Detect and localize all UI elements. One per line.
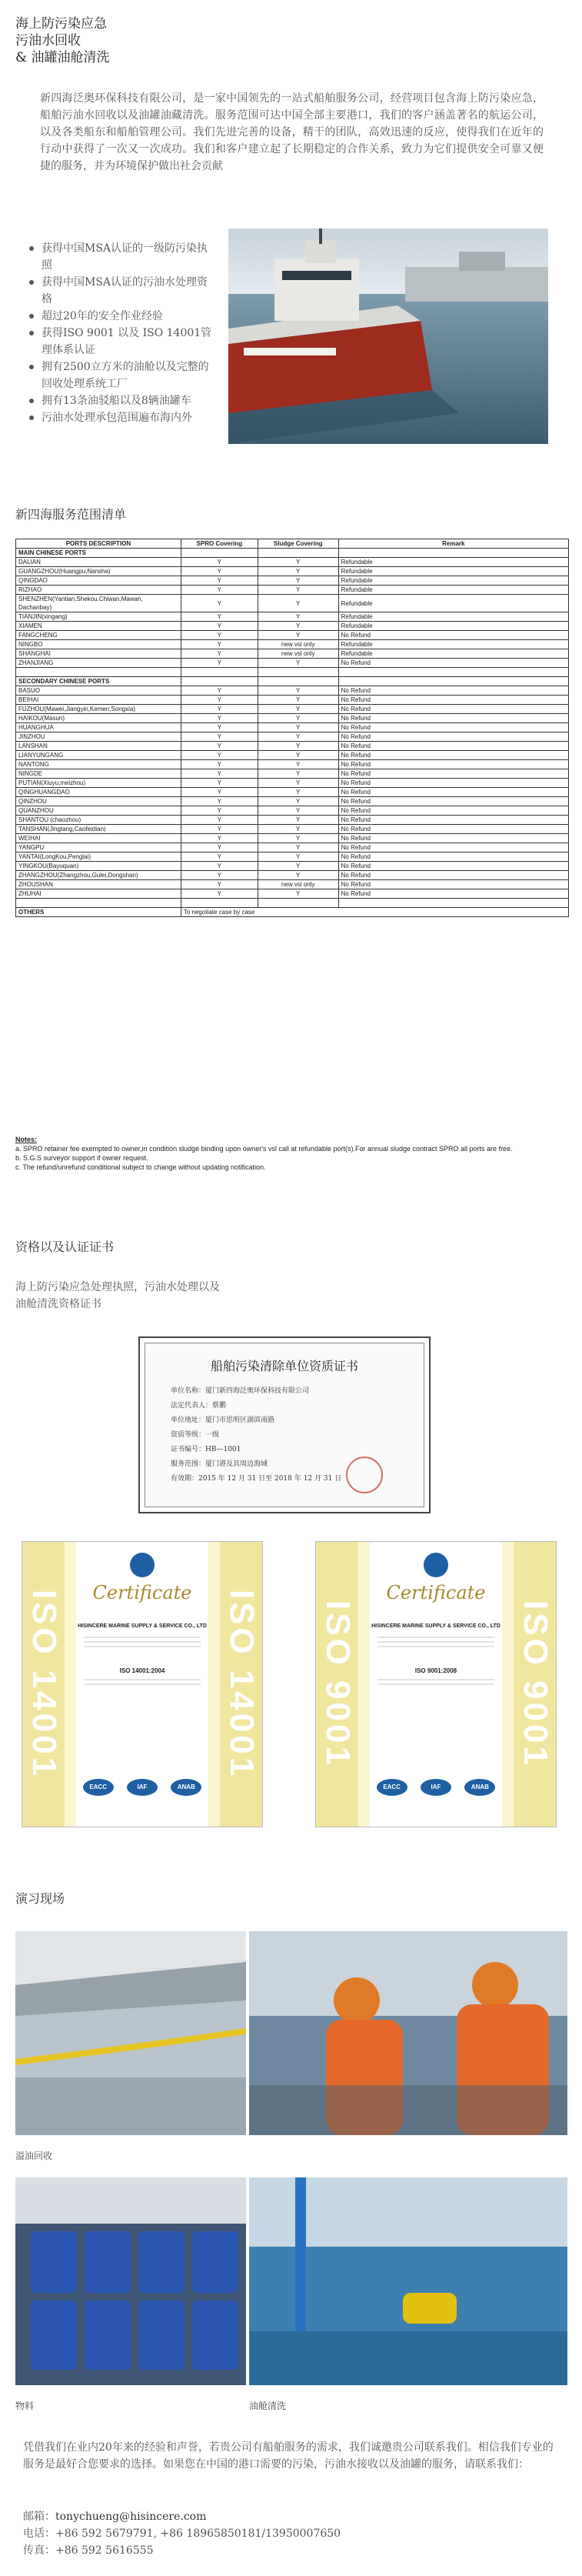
ship-photo xyxy=(228,229,548,444)
remark-cell: No Refund xyxy=(338,696,568,705)
iso14001-heading: Certificate xyxy=(92,1582,192,1603)
remark-cell: Refundable xyxy=(338,622,568,631)
contact-fax-row xyxy=(23,2542,554,2559)
spro-cell: Y xyxy=(181,806,258,816)
email-link[interactable]: tonychueng@hisincere.com xyxy=(55,2511,207,2523)
secondary-ports-label: SECONDARY CHINESE PORTS xyxy=(16,677,181,686)
spro-cell: Y xyxy=(181,595,258,612)
table-row xyxy=(16,567,569,576)
port-name-cell: FANGCHENG xyxy=(16,631,181,640)
contact-info xyxy=(23,2508,554,2559)
remark-cell: No Refund xyxy=(338,732,568,742)
spro-cell: Y xyxy=(181,797,258,806)
services-notes xyxy=(15,1135,569,1172)
eacc-logo-icon: EACC xyxy=(83,1779,114,1796)
spro-cell: Y xyxy=(181,751,258,760)
col-header-spro: SPRO Covering xyxy=(181,539,258,549)
spro-cell: Y xyxy=(181,871,258,880)
iso14001-band-right: ISO 14001 xyxy=(220,1542,262,1827)
remark-cell: No Refund xyxy=(338,797,568,806)
drill-photo-materials xyxy=(15,2177,246,2385)
table-row xyxy=(16,853,569,862)
sludge-cell: Y xyxy=(258,742,338,751)
note-item: b. S.G.S surveyor support if owner request. xyxy=(15,1154,148,1162)
remark-cell: No Refund xyxy=(338,880,568,889)
remark-cell: No Refund xyxy=(338,631,568,640)
main-ports-label: MAIN CHINESE PORTS xyxy=(16,549,181,558)
spro-cell: Y xyxy=(181,732,258,742)
table-row xyxy=(16,723,569,732)
sludge-cell: Y xyxy=(258,567,338,576)
remark-cell: No Refund xyxy=(338,834,568,843)
spro-cell: Y xyxy=(181,659,258,668)
iso14001-band: ISO 14001 xyxy=(22,1542,65,1827)
sludge-cell: Y xyxy=(258,816,338,825)
table-row xyxy=(16,631,569,640)
table-row xyxy=(16,806,569,816)
remark-cell: No Refund xyxy=(338,686,568,696)
sludge-cell: Y xyxy=(258,705,338,714)
drill-photo-oil-recovery xyxy=(15,1931,246,2135)
remark-cell: Refundable xyxy=(338,576,568,586)
table-row xyxy=(16,595,569,612)
port-name-cell: QUANZHOU xyxy=(16,806,181,816)
sludge-cell: Y xyxy=(258,686,338,696)
remark-cell: Refundable xyxy=(338,612,568,622)
spro-cell: Y xyxy=(181,576,258,586)
iso14001-standard: ISO 14001:2004 xyxy=(119,1667,165,1674)
iso9001-band-right: ISO 9001 xyxy=(514,1542,556,1827)
table-row xyxy=(16,751,569,760)
certificate-emblem-icon xyxy=(130,1553,155,1577)
note-item: a. SPRO retainer fee exempted to owner,in condition sludge binding upon owner's vsl call at refundable port(s).For annual sludge contract SPRO all ports are free. xyxy=(15,1145,513,1153)
msa-cert-field: 有效期：2015 年 12 月 31 日至 2018 年 12 月 31 日 xyxy=(171,1475,342,1483)
others-text: To negotiate case by case xyxy=(181,908,568,917)
sludge-cell: Y xyxy=(258,853,338,862)
port-name-cell: YANGPU xyxy=(16,843,181,853)
remark-cell: No Refund xyxy=(338,889,568,899)
spacer-row xyxy=(16,899,569,908)
note-item: c. The refund/unrefund conditional subject to change without updating notification. xyxy=(15,1163,266,1171)
drill-title: 演习现场 xyxy=(15,1891,65,1906)
sludge-cell: Y xyxy=(258,751,338,760)
sludge-cell: Y xyxy=(258,862,338,871)
iaf-logo-icon: IAF xyxy=(127,1779,158,1796)
caption-materials: 物料 xyxy=(15,2401,35,2411)
port-name-cell: SHENZHEN(Yantian,Shekou,Chiwan,Mawan, Dachanbay) xyxy=(16,595,181,612)
feature-list xyxy=(29,240,218,426)
contact-paragraph: 凭借我们在业内20年来的经验和声誉，若贵公司有船舶服务的需求，我们诚邀贵公司联系我们。相信我们专业的服务是最好合您要求的选择。如果您在中国的港口需要的污染，污油水接收以及油罐的服务，请联系我们： xyxy=(23,2441,554,2471)
spro-cell: Y xyxy=(181,586,258,595)
sludge-cell: Y xyxy=(258,769,338,779)
title-line-3: & 油罐油舱清洗 xyxy=(15,50,110,65)
table-row xyxy=(16,816,569,825)
spro-cell: Y xyxy=(181,696,258,705)
feature-item: 污油水处理承包范围遍布海内外 xyxy=(29,409,218,426)
port-name-cell: QINGDAO xyxy=(16,576,181,586)
drill-photo-crew xyxy=(249,1931,567,2135)
port-name-cell: TIANJIN(xingang) xyxy=(16,612,181,622)
remark-cell: No Refund xyxy=(338,825,568,834)
feature-item: 拥有2500立方米的油舱以及完整的回收处理系统工厂 xyxy=(29,359,218,392)
sludge-cell: Y xyxy=(258,723,338,732)
sludge-cell: Y xyxy=(258,622,338,631)
table-row xyxy=(16,696,569,705)
sludge-cell: Y xyxy=(258,834,338,843)
spro-cell: Y xyxy=(181,788,258,797)
table-row xyxy=(16,622,569,631)
table-row xyxy=(16,659,569,668)
msa-cert-field: 证书编号：HB—1001 xyxy=(171,1446,241,1453)
secondary-ports-label-row xyxy=(16,677,569,686)
spro-cell: Y xyxy=(181,816,258,825)
remark-cell: No Refund xyxy=(338,760,568,769)
spro-cell: Y xyxy=(181,760,258,769)
col-header-sludge: Sludge Covering xyxy=(258,539,338,549)
port-name-cell: ZHOUSHAN xyxy=(16,880,181,889)
sludge-cell: Y xyxy=(258,576,338,586)
sludge-cell: Y xyxy=(258,586,338,595)
remark-cell: No Refund xyxy=(338,769,568,779)
remark-cell: No Refund xyxy=(338,742,568,751)
qualifications-desc-line1: 海上防污染应急处理执照，污油水处理以及 xyxy=(15,1281,220,1293)
remark-cell: Refundable xyxy=(338,640,568,649)
spacer-row xyxy=(16,668,569,677)
spro-cell: Y xyxy=(181,742,258,751)
remark-cell: No Refund xyxy=(338,779,568,788)
msa-cert-field: 法定代表人：蔡鹏 xyxy=(171,1402,227,1410)
port-name-cell: GUANGZHOU(Huangpu,Nansha) xyxy=(16,567,181,576)
spro-cell: Y xyxy=(181,705,258,714)
feature-item: 超过20年的安全作业经验 xyxy=(29,308,218,325)
services-table-wrap xyxy=(15,539,569,917)
sludge-cell: Y xyxy=(258,843,338,853)
sludge-cell: Y xyxy=(258,732,338,742)
official-seal-icon xyxy=(346,1457,383,1493)
intro-paragraph: 新四海泛奥环保科技有限公司，是一家中国领先的一站式船舶服务公司，经营项目包含海上防污染应急，船舶污油水回收以及油罐油藏清洗。服务范围可达中国全部主要港口，我们的客户涵盖著名的航运公司，以及各类船东和船舶管理公司。我们先进完善的设备，精干的团队，高效迅速的反应，使得我们在近年的行动中获得了一次又一次成功。我们和客户建立起了长期稳定的合作关系，致力为它们提供安全可靠又便捷的服务，并为环境保护做出社会贡献 xyxy=(40,92,544,172)
spro-cell: Y xyxy=(181,779,258,788)
port-name-cell: BEIHAI xyxy=(16,696,181,705)
port-name-cell: NINGDE xyxy=(16,769,181,779)
spro-cell: Y xyxy=(181,612,258,622)
port-name-cell: NANTONG xyxy=(16,760,181,769)
table-row xyxy=(16,558,569,567)
port-name-cell: ZHANGZHOU(Zhangzhou,Gulei,Dongshan) xyxy=(16,871,181,880)
sludge-cell: Y xyxy=(258,779,338,788)
port-name-cell: LIANYUNGANG xyxy=(16,751,181,760)
feature-item: 获得ISO 9001 以及 ISO 14001管理体系认证 xyxy=(29,325,218,359)
table-row xyxy=(16,742,569,751)
table-row xyxy=(16,862,569,871)
anab-logo-icon: ANAB xyxy=(464,1779,495,1796)
sludge-cell: Y xyxy=(258,871,338,880)
remark-cell: No Refund xyxy=(338,659,568,668)
spro-cell: Y xyxy=(181,631,258,640)
spro-cell: Y xyxy=(181,622,258,631)
drill-photo-tank-cleaning xyxy=(249,2177,567,2385)
port-name-cell: TANSHAN(Jingtang,Caofeidian) xyxy=(16,825,181,834)
feature-item: 获得中国MSA认证的污油水处理资格 xyxy=(29,274,218,308)
port-name-cell: ZHANJIANG xyxy=(16,659,181,668)
table-row xyxy=(16,760,569,769)
remark-cell: No Refund xyxy=(338,705,568,714)
services-title: 新四海服务范围清单 xyxy=(15,507,127,522)
msa-cert-field: 服务范围：厦门港及其周边海域 xyxy=(171,1460,268,1468)
spro-cell: Y xyxy=(181,862,258,871)
fax-value: +86 592 5616555 xyxy=(55,2544,154,2557)
remark-cell: No Refund xyxy=(338,714,568,723)
remark-cell: No Refund xyxy=(338,843,568,853)
spro-cell: Y xyxy=(181,649,258,659)
port-name-cell: RIZHAO xyxy=(16,586,181,595)
main-ports-label-row xyxy=(16,549,569,558)
fax-label: 传真： xyxy=(23,2544,55,2557)
port-name-cell: QINGHUANGDAO xyxy=(16,788,181,797)
table-row xyxy=(16,769,569,779)
port-name-cell: NINGBO xyxy=(16,640,181,649)
caption-tank-cleaning: 油舱清洗 xyxy=(249,2401,287,2411)
anab-logo-icon: ANAB xyxy=(171,1779,201,1796)
port-name-cell: FUZHOU(Mawei,Jiangyin,Kemen,Songxia) xyxy=(16,705,181,714)
remark-cell: No Refund xyxy=(338,806,568,816)
spro-cell: Y xyxy=(181,889,258,899)
spro-cell: Y xyxy=(181,714,258,723)
spro-cell: Y xyxy=(181,769,258,779)
port-name-cell: DALIAN xyxy=(16,558,181,567)
sludge-cell: new vsl only xyxy=(258,640,338,649)
contact-phone-row xyxy=(23,2525,554,2542)
port-name-cell: PUTIAN(Xiuyu,meizhou) xyxy=(16,779,181,788)
port-name-cell: QINZHOU xyxy=(16,797,181,806)
title-line-1: 海上防污染应急 xyxy=(15,16,107,32)
col-header-port: PORTS DESCRIPTION xyxy=(16,539,181,549)
remark-cell: No Refund xyxy=(338,871,568,880)
eacc-logo-icon: EACC xyxy=(377,1779,407,1796)
sludge-cell: Y xyxy=(258,696,338,705)
table-row xyxy=(16,576,569,586)
sludge-cell: Y xyxy=(258,612,338,622)
spro-cell: Y xyxy=(181,825,258,834)
port-name-cell: YINGKOU(Bayuquan) xyxy=(16,862,181,871)
spro-cell: Y xyxy=(181,843,258,853)
caption-oil-recovery: 溢油回收 xyxy=(15,2151,53,2161)
remark-cell: Refundable xyxy=(338,567,568,576)
iso9001-company: HISINCERE MARINE SUPPLY & SERVICE CO., LTD xyxy=(371,1623,501,1629)
remark-cell: Refundable xyxy=(338,586,568,595)
email-label: 邮箱： xyxy=(23,2511,55,2523)
table-row xyxy=(16,825,569,834)
remark-cell: No Refund xyxy=(338,816,568,825)
certificate-emblem-icon xyxy=(424,1553,448,1577)
remark-cell: No Refund xyxy=(338,751,568,760)
port-name-cell: JINZHOU xyxy=(16,732,181,742)
msa-cert-field: 单位名称：厦门新四海泛奥环保科技有限公司 xyxy=(171,1387,310,1395)
spro-cell: Y xyxy=(181,880,258,889)
phone-value: +86 592 5679791, +86 18965850181/13950007650 xyxy=(55,2528,341,2540)
msa-cert-field: 资质等级：一级 xyxy=(171,1431,220,1439)
port-name-cell: WEIHAI xyxy=(16,834,181,843)
table-row xyxy=(16,797,569,806)
table-row xyxy=(16,705,569,714)
sludge-cell: Y xyxy=(258,806,338,816)
feature-item: 拥有13条油驳船以及8辆油罐车 xyxy=(29,392,218,409)
table-row xyxy=(16,843,569,853)
iso9001-band: ISO 9001 xyxy=(316,1542,358,1827)
sludge-cell: Y xyxy=(258,825,338,834)
notes-title: Notes: xyxy=(15,1136,38,1143)
remark-cell: Refundable xyxy=(338,558,568,567)
iso9001-certificate xyxy=(315,1541,557,1827)
sludge-cell: Y xyxy=(258,595,338,612)
table-row xyxy=(16,779,569,788)
port-name-cell: YANTAI(LongKou,Penglai) xyxy=(16,853,181,862)
table-row xyxy=(16,880,569,889)
others-label: OTHERS xyxy=(16,908,181,917)
table-row xyxy=(16,788,569,797)
others-row xyxy=(16,908,569,917)
remark-cell: Refundable xyxy=(338,595,568,612)
sludge-cell: Y xyxy=(258,631,338,640)
table-row xyxy=(16,871,569,880)
qualifications-title: 资格以及认证证书 xyxy=(15,1240,115,1254)
remark-cell: No Refund xyxy=(338,788,568,797)
table-row xyxy=(16,586,569,595)
spro-cell: Y xyxy=(181,723,258,732)
spro-cell: Y xyxy=(181,834,258,843)
msa-cert-field: 单位地址：厦门市思明区湖滨南路 xyxy=(171,1416,275,1424)
sludge-cell: new vsl only xyxy=(258,649,338,659)
spro-cell: Y xyxy=(181,558,258,567)
port-name-cell: HUANGHUA xyxy=(16,723,181,732)
table-row xyxy=(16,889,569,899)
port-name-cell: ZHUHAI xyxy=(16,889,181,899)
sludge-cell: Y xyxy=(258,797,338,806)
table-row xyxy=(16,686,569,696)
remark-cell: No Refund xyxy=(338,853,568,862)
table-row xyxy=(16,732,569,742)
sludge-cell: new vsl only xyxy=(258,880,338,889)
remark-cell: No Refund xyxy=(338,862,568,871)
spro-cell: Y xyxy=(181,853,258,862)
sludge-cell: Y xyxy=(258,760,338,769)
port-name-cell: XIAMEN xyxy=(16,622,181,631)
table-row xyxy=(16,612,569,622)
title-line-2: 污油水回收 xyxy=(15,33,81,48)
iaf-logo-icon: IAF xyxy=(421,1779,451,1796)
col-header-remark: Remark xyxy=(338,539,568,549)
table-row xyxy=(16,649,569,659)
feature-item: 获得中国MSA认证的一级防污染执照 xyxy=(29,240,218,274)
sludge-cell: Y xyxy=(258,788,338,797)
table-row xyxy=(16,714,569,723)
iso9001-heading: Certificate xyxy=(386,1582,486,1603)
port-name-cell: BASUO xyxy=(16,686,181,696)
header-title xyxy=(15,15,110,66)
iso9001-standard: ISO 9001:2008 xyxy=(414,1667,457,1674)
iso14001-company: HISINCERE MARINE SUPPLY & SERVICE CO., LTD xyxy=(78,1623,207,1629)
port-name-cell: SHANGHAI xyxy=(16,649,181,659)
sludge-cell: Y xyxy=(258,659,338,668)
iso14001-certificate xyxy=(22,1541,263,1827)
msa-certificate xyxy=(138,1336,431,1513)
sludge-cell: Y xyxy=(258,889,338,899)
port-name-cell: SHANTOU (chaozhou) xyxy=(16,816,181,825)
spro-cell: Y xyxy=(181,567,258,576)
table-row xyxy=(16,834,569,843)
table-row xyxy=(16,640,569,649)
remark-cell: Refundable xyxy=(338,649,568,659)
services-table xyxy=(15,539,569,917)
port-name-cell: LANSHAN xyxy=(16,742,181,751)
port-name-cell: HAIKOU(Masun) xyxy=(16,714,181,723)
sludge-cell: Y xyxy=(258,558,338,567)
remark-cell: No Refund xyxy=(338,723,568,732)
qualifications-desc xyxy=(15,1279,323,1313)
spro-cell: Y xyxy=(181,686,258,696)
msa-cert-title: 船舶污染清除单位资质证书 xyxy=(210,1359,358,1373)
qualifications-desc-line2: 油舱清洗资格证书 xyxy=(15,1298,101,1310)
table-header-row xyxy=(16,539,569,549)
sludge-cell: Y xyxy=(258,714,338,723)
phone-label: 电话： xyxy=(23,2528,55,2540)
spro-cell: Y xyxy=(181,640,258,649)
contact-email-row xyxy=(23,2508,554,2525)
